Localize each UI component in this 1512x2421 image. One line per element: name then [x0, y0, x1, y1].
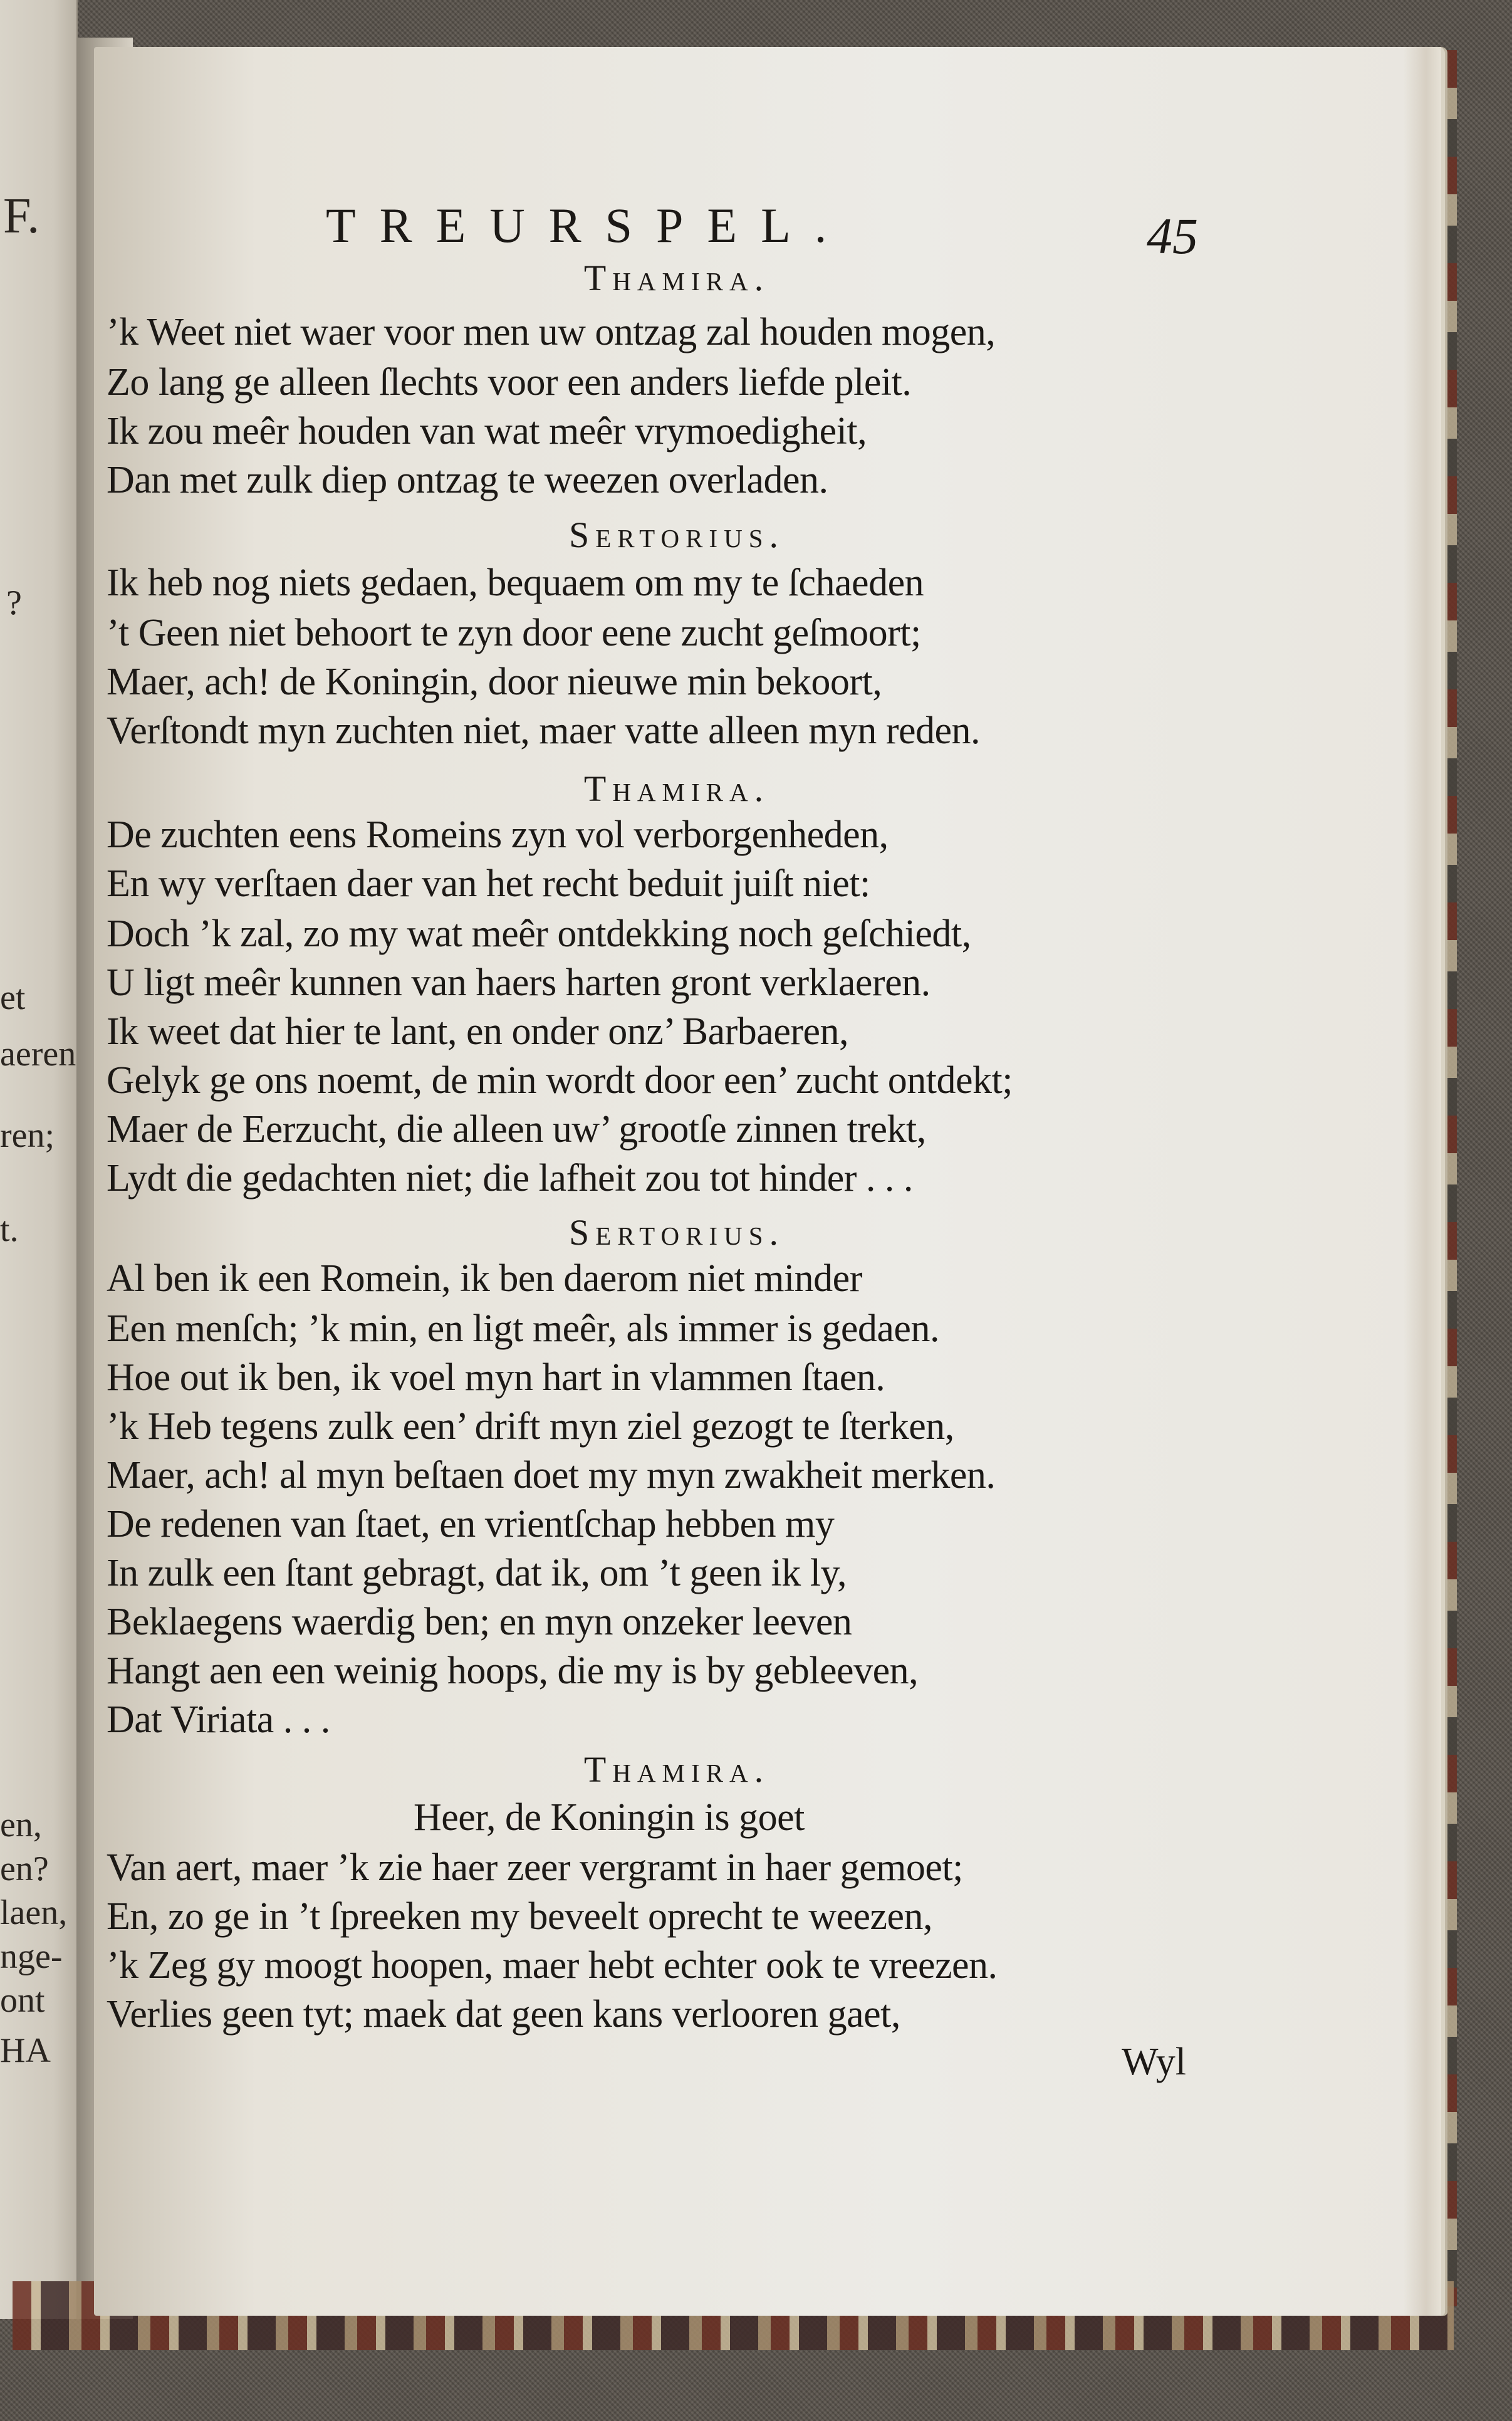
left-fragment: nge-: [0, 1937, 63, 1976]
verse-line: Maer, ach! de Koningin, door nieuwe min bekoort,: [107, 661, 882, 703]
verse-line: ’k Zeg gy moogt hoopen, maer hebt echter ook te vreezen.: [107, 1944, 998, 1987]
speaker-heading: Sertorius.: [568, 515, 785, 555]
speaker-heading: Sertorius.: [568, 1212, 785, 1253]
verse-line: En, zo ge in ’t ſpreeken my beveelt oprecht te weezen,: [107, 1895, 933, 1938]
verse-line: De redenen van ſtaet, en vrientſchap hebben my: [107, 1503, 835, 1545]
verse-line: Ik weet dat hier te lant, en onder onz’ Barbaeren,: [107, 1010, 848, 1053]
left-facing-page: [0, 0, 78, 2319]
verse-line: Beklaegens waerdig ben; en myn onzeker leeven: [107, 1601, 852, 1643]
book-page: [94, 47, 1441, 2316]
verse-line: Gelyk ge ons noemt, de min wordt door een’ zucht ontdekt;: [107, 1059, 1013, 1102]
left-fragment: F.: [3, 189, 40, 244]
verse-line: En wy verſtaen daer van het recht beduit juiſt niet:: [107, 862, 870, 905]
speaker-heading: Thamira.: [583, 768, 770, 809]
verse-line: ’k Weet niet waer voor men uw ontzag zal houden mogen,: [107, 311, 996, 353]
left-fragment: aeren: [0, 1035, 76, 1074]
verse-line: Ik heb nog niets gedaen, bequaem om my te ſchaeden: [107, 562, 924, 604]
running-head: TREURSPEL.: [326, 198, 851, 253]
left-fragment: laen,: [0, 1893, 68, 1932]
catchword: Wyl: [1122, 2041, 1187, 2083]
verse-line: Dan met zulk diep ontzag te weezen overladen.: [107, 459, 828, 501]
verse-line: Zo lang ge alleen ſlechts voor een anders liefde pleit.: [107, 361, 912, 404]
verse-line: Hoe out ik ben, ik voel myn hart in vlammen ſtaen.: [107, 1356, 885, 1399]
speaker-heading: Thamira.: [583, 258, 770, 298]
verse-line: Dat Viriata . . .: [107, 1698, 330, 1741]
verse-line: ’k Heb tegens zulk een’ drift myn ziel gezogt te ſterken,: [107, 1405, 954, 1448]
verse-line: Verlies geen tyt; maek dat geen kans verlooren gaet,: [107, 1993, 900, 2036]
verse-line: De zuchten eens Romeins zyn vol verborgenheden,: [107, 813, 889, 856]
verse-line: Ik zou meêr houden van wat meêr vrymoedigheit,: [107, 410, 867, 452]
verse-line: Van aert, maer ’k zie haer zeer vergramt in haer gemoet;: [107, 1846, 963, 1889]
verse-line: Verſtondt myn zuchten niet, maer vatte alleen myn reden.: [107, 709, 981, 752]
page-number: 45: [1147, 207, 1198, 264]
verse-line: ’t Geen niet behoort te zyn door eene zucht geſmoort;: [107, 612, 921, 654]
verse-line: Maer, ach! al myn beſtaen doet my myn zwakheit merken.: [107, 1454, 996, 1497]
verse-line: Een menſch; ’k min, en ligt meêr, als immer is gedaen.: [107, 1307, 939, 1350]
left-fragment: et: [0, 978, 26, 1017]
left-fragment: en,: [0, 1806, 42, 1844]
page-text: [94, 47, 1441, 2316]
left-fragment: en?: [0, 1849, 49, 1888]
left-fragment: ont: [0, 1981, 45, 2020]
verse-line: In zulk een ſtant gebragt, dat ik, om ’t geen ik ly,: [107, 1552, 847, 1594]
verse-line: Hangt aen een weinig hoops, die my is by gebleeven,: [107, 1650, 919, 1692]
left-fragment: t.: [0, 1210, 19, 1249]
verse-line: Lydt die gedachten niet; die lafheit zou tot hinder . . .: [107, 1157, 913, 1200]
left-fragment: ren;: [0, 1116, 55, 1155]
verse-line: U ligt meêr kunnen van haers harten gront verklaeren.: [107, 961, 931, 1004]
left-fragment: ?: [6, 583, 22, 622]
verse-line: Doch ’k zal, zo my wat meêr ontdekking noch geſchiedt,: [107, 912, 971, 955]
speaker-heading: Thamira.: [583, 1749, 770, 1790]
verse-line: Al ben ik een Romein, ik ben daerom niet minder: [107, 1257, 862, 1300]
left-fragment: HA: [0, 2031, 51, 2070]
verse-line-indented: Heer, de Koningin is goet: [414, 1796, 805, 1839]
verse-line: Maer de Eerzucht, die alleen uw’ grootſe zinnen trekt,: [107, 1108, 926, 1151]
